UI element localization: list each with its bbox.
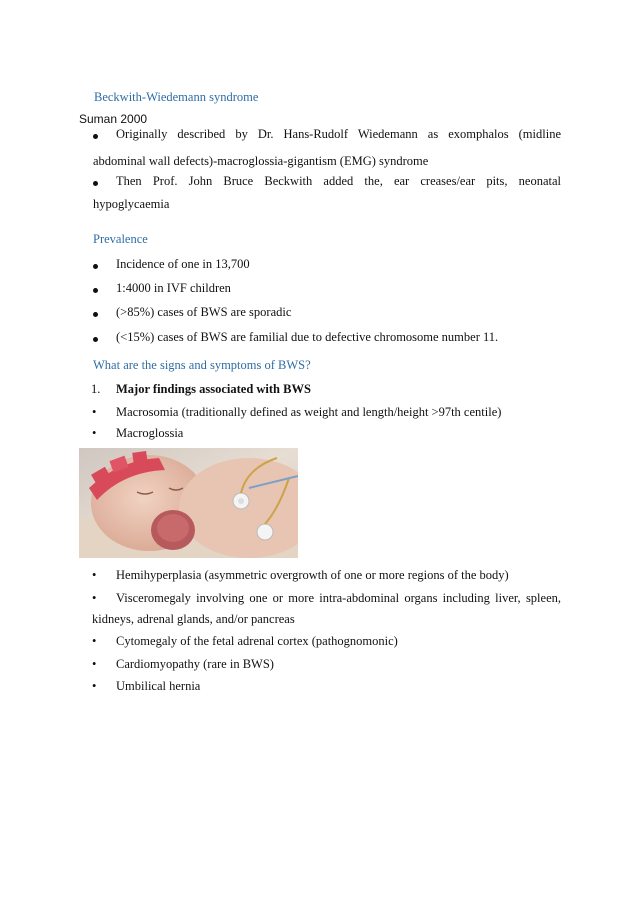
finding-macroglossia: Macroglossia xyxy=(116,426,184,440)
finding-visceromegaly-line1: Visceromegaly involving one or more intra-abdominal organs including liver, spleen, xyxy=(116,591,561,605)
bullet-icon xyxy=(93,264,98,269)
bullet-mark: • xyxy=(92,679,97,693)
prevalence-item: (<15%) cases of BWS are familial due to defective chromosome number 11. xyxy=(116,330,499,344)
signs-heading: What are the signs and symptoms of BWS? xyxy=(93,358,311,372)
author-line: Suman 2000 xyxy=(79,112,148,126)
finding-cytomegaly: Cytomegaly of the fetal adrenal cortex (pathognomonic) xyxy=(116,634,398,648)
prevalence-item: Incidence of one in 13,700 xyxy=(116,257,250,271)
intro-bullet-1-line2: abdominal wall defects)-macroglossia-gigantism (EMG) syndrome xyxy=(93,154,429,168)
bullet-icon xyxy=(93,337,98,342)
bullet-mark: • xyxy=(92,426,97,440)
intro-bullet-2-line2: hypoglycaemia xyxy=(93,197,170,211)
bullet-icon xyxy=(93,312,98,317)
prevalence-item: (>85%) cases of BWS are sporadic xyxy=(116,305,292,319)
bullet-mark: • xyxy=(92,591,97,605)
infant-macroglossia-photo xyxy=(79,448,298,558)
intro-bullet-1-line1: Originally described by Dr. Hans-Rudolf Wiedemann as exomphalos (midline xyxy=(116,127,561,141)
bullet-mark: • xyxy=(92,405,97,419)
bullet-icon xyxy=(93,134,98,139)
finding-macrosomia: Macrosomia (traditionally defined as weight and length/height >97th centile) xyxy=(116,405,502,419)
prevalence-item: 1:4000 in IVF children xyxy=(116,281,231,295)
bullet-icon xyxy=(93,288,98,293)
major-heading: Major findings associated with BWS xyxy=(116,382,311,396)
bullet-mark: • xyxy=(92,657,97,671)
finding-umbilical-hernia: Umbilical hernia xyxy=(116,679,201,693)
prevalence-heading: Prevalence xyxy=(93,232,148,246)
document-title: Beckwith-Wiedemann syndrome xyxy=(94,90,259,104)
bullet-mark: • xyxy=(92,634,97,648)
finding-visceromegaly-line2: kidneys, adrenal glands, and/or pancreas xyxy=(92,612,295,626)
major-number: 1. xyxy=(91,382,101,396)
bullet-icon xyxy=(93,181,98,186)
finding-cardiomyopathy: Cardiomyopathy (rare in BWS) xyxy=(116,657,274,671)
intro-bullet-2-line1: Then Prof. John Bruce Beckwith added the, ear creases/ear pits, neonatal xyxy=(116,174,561,188)
bullet-mark: • xyxy=(92,568,97,582)
finding-hemihyperplasia: Hemihyperplasia (asymmetric overgrowth of one or more regions of the body) xyxy=(116,568,509,582)
